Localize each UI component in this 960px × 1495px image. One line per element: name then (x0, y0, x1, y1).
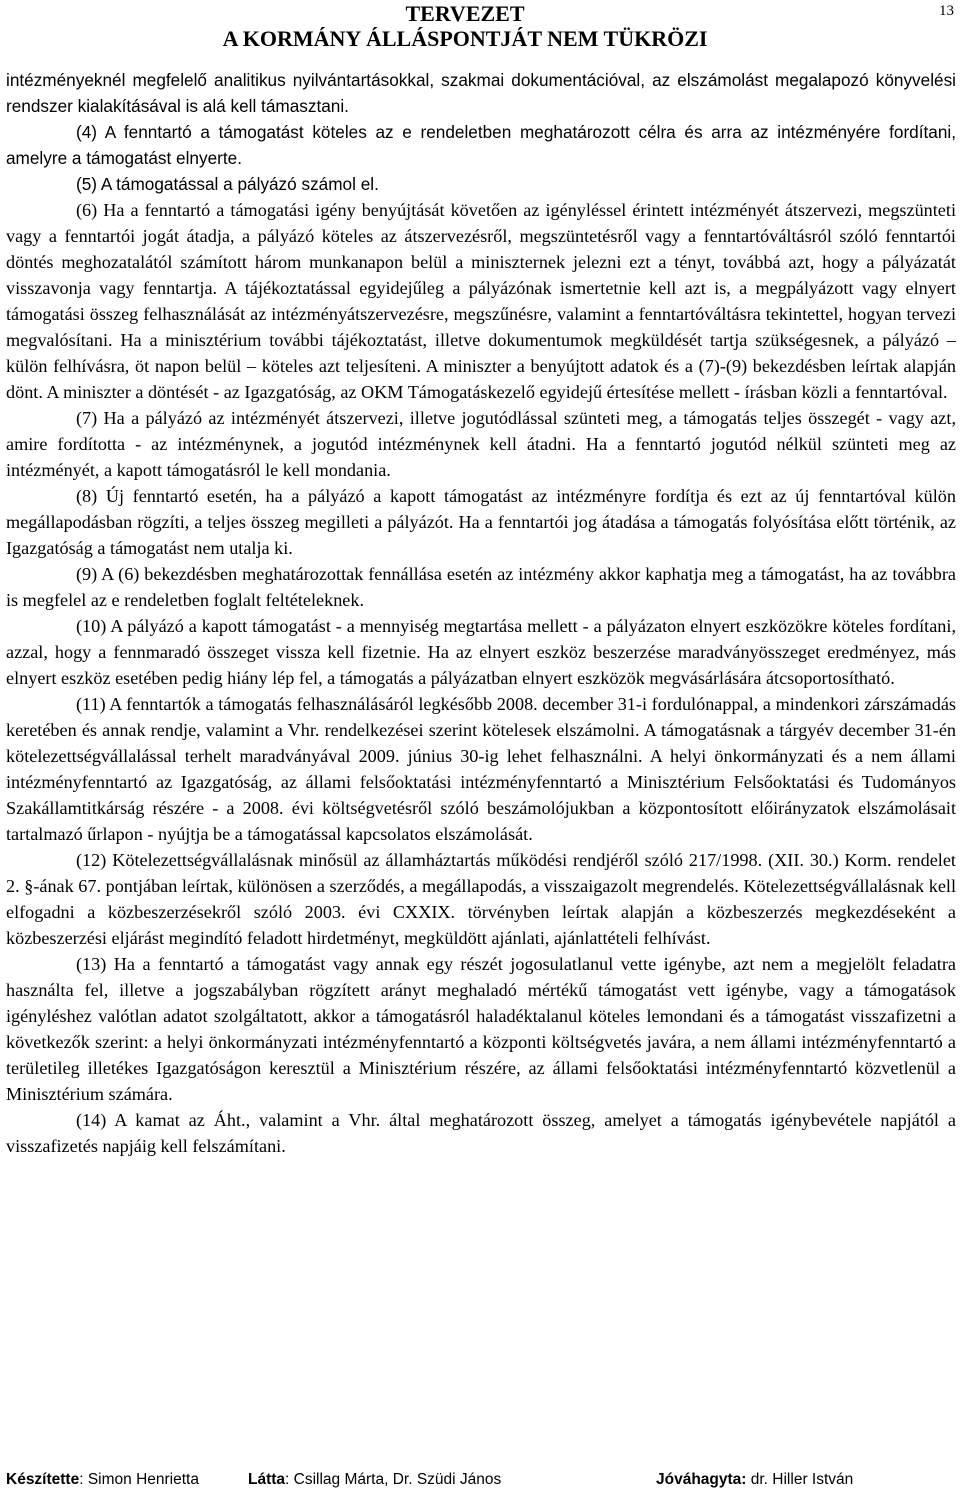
draft-disclaimer: A KORMÁNY ÁLLÁSPONTJÁT NEM TÜKRÖZI (222, 26, 708, 51)
paragraph-7: (7) Ha a pályázó az intézményét átszervezi, illetve jogutódlással szünteti meg, a támogatás teljes összegét - vagy azt, amire fordította - az intézménynek, a jogutód intézménynek kell átadni. Ha a fenntartó jogutód nélkül szünteti meg az intézményét, a kapott támogatásról le kell mondania. (6, 408, 956, 480)
draft-title: TERVEZET (405, 1, 525, 26)
page-header (0, 0, 960, 56)
footer-seen-by (248, 1470, 501, 1490)
footer-prepared-value: : Simon Henrietta (79, 1471, 199, 1488)
document-body (6, 67, 956, 1159)
footer-approved-by (656, 1470, 853, 1490)
paragraph-9: (9) A (6) bekezdésben meghatározottak fennállása esetén az intézmény akkor kaphatja meg a támogatást, ha az továbbra is megfelel az e rendeletben foglalt feltételeknek. (6, 564, 956, 610)
paragraph-6: (6) Ha a fenntartó a támogatási igény benyújtását követően az igényléssel érintett intézményét átszervezi, megszünteti vagy a fenntartói jogát átadja, a pályázó köteles az átszervezésről, megszüntetésről vagy a fenntartóváltásról szóló fenntartói döntés meghozatalától számított három munkanapon belül a miniszternek jelezni ezt a tényt, továbbá azt, hogy a pályázatát visszavonja vagy fenntartja. A tájékoztatással egyidejűleg a pályázónak ismertetnie kell azt is, a megpályázott vagy elnyert támogatási összeg felhasználását az intézményátszervezésre, megszűnésre, valamint a fenntartóváltásra tekintettel, hogyan tervezi megvalósítani. Ha a minisztérium további tájékoztatást, illetve dokumentumok megküldését tartja szükségesnek, a pályázó – külön felhívásra, öt napon belül – köteles azt teljesíteni. A miniszter a benyújtott adatok és a (7)-(9) bekezdésben leírtak alapján dönt. A miniszter a döntését - az Igazgatóság, az OKM Támogatáskezelő egyidejű értesítése mellett - írásban közli a fenntartóval. (6, 200, 956, 402)
paragraph-13: (13) Ha a fenntartó a támogatást vagy annak egy részét jogosulatlanul vette igénybe, azt nem a megjelölt feladatra használta fel, illetve a jogszabályban rögzített arányt meghaladó mértékű támogatást vett igénybe, vagy a támogatások igényléshez valótlan adatot szolgáltatott, akkor a támogatásról haladéktalanul köteles lemondani és a támogatást visszafizetni a következők szerint: a helyi önkormányzati intézményfenntartó a központi költségvetés javára, a nem állami intézményfenntartó a területileg illetékes Igazgatóságon keresztül a Minisztérium részére, az állami felsőoktatási intézményfenntartó közvetlenül a Minisztérium számára. (6, 954, 956, 1104)
footer-prepared-label: Készítette (6, 1471, 80, 1488)
paragraph-12: (12) Kötelezettségvállalásnak minősül az államháztartás működési rendjéről szóló 217/1998. (XII. 30.) Korm. rendelet 2. §-ának 67. pontjában leírtak, különösen a szerződés, a megállapodás, a visszaigazolt megrendelés. Kötelezettségvállalásnak kell elfogadni a közbeszerzésekről szóló 2003. évi CXXIX. törvényben leírtak alapján a közbeszerzés megkezdéseként a közbeszerzési eljárást megindító feladott hirdetményt, megküldött ajánlati, ajánlattételi felhívást. (6, 850, 956, 948)
paragraph-continuation: intézményeknél megfelelő analitikus nyilvántartásokkal, szakmai dokumentációval, az elszámolást megalapozó könyvelési rendszer kialakításával is alá kell támasztani. (6, 70, 956, 116)
page-number: 13 (939, 3, 954, 19)
paragraph-11: (11) A fenntartók a támogatás felhasználásáról legkésőbb 2008. december 31-i fordulónappal, a mindenkori zárszámadás keretében és annak rendje, valamint a Vhr. rendelkezései szerint kötelesek elszámolni. A támogatásnak a tárgyév december 31-én kötelezettségvállalással terhelt maradványával 2009. június 30-ig lehet felhasználni. A helyi önkormányzati és a nem állami intézményfenntartó az Igazgatóság, az állami felsőoktatási intézményfenntartó a Minisztérium Felsőoktatási és Tudományos Szakállamtitkárság részére - a 2008. évi költségvetésről szóló beszámolójukban a központosított előirányzatok elszámolásait tartalmazó űrlapon - nyújtja be a támogatással kapcsolatos elszámolását. (6, 694, 956, 844)
footer-seen-value: : Csillag Márta, Dr. Szüdi János (285, 1471, 502, 1488)
footer-approved-value: dr. Hiller István (746, 1471, 854, 1488)
paragraph-4: (4) A fenntartó a támogatást köteles az e rendeletben meghatározott célra és arra az intézményére fordítani, amelyre a támogatást elnyerte. (6, 122, 956, 168)
footer-prepared-by (6, 1470, 199, 1490)
paragraph-5: (5) A támogatással a pályázó számol el. (76, 174, 379, 194)
page-footer (6, 1470, 956, 1492)
paragraph-14: (14) A kamat az Áht., valamint a Vhr. által meghatározott összeg, amelyet a támogatás igénybevétele napjától a visszafizetés napjáig kell felszámítani. (6, 1110, 956, 1156)
paragraph-10: (10) A pályázó a kapott támogatást - a mennyiség megtartása mellett - a pályázaton elnyert eszközökre köteles fordítani, azzal, hogy a fennmaradó összeget vissza kell fizetnie. Ha az elnyert eszköz beszerzése maradványösszeget eredményez, más elnyert eszköz esetében pedig hiány lép fel, a támogatás a pályázatban elnyert eszközök megvásárlására átcsoportosítható. (6, 616, 956, 688)
paragraph-8: (8) Új fenntartó esetén, ha a pályázó a kapott támogatást az intézményre fordítja és ezt az új fenntartóval külön megállapodásban rögzíti, a teljes összeg megilleti a pályázót. Ha a fenntartói jog átadása a támogatás folyósítása előtt történik, az Igazgatóság a támogatást nem utalja ki. (6, 486, 956, 558)
footer-approved-label: Jóváhagyta: (656, 1471, 747, 1488)
footer-seen-label: Látta (248, 1471, 286, 1488)
